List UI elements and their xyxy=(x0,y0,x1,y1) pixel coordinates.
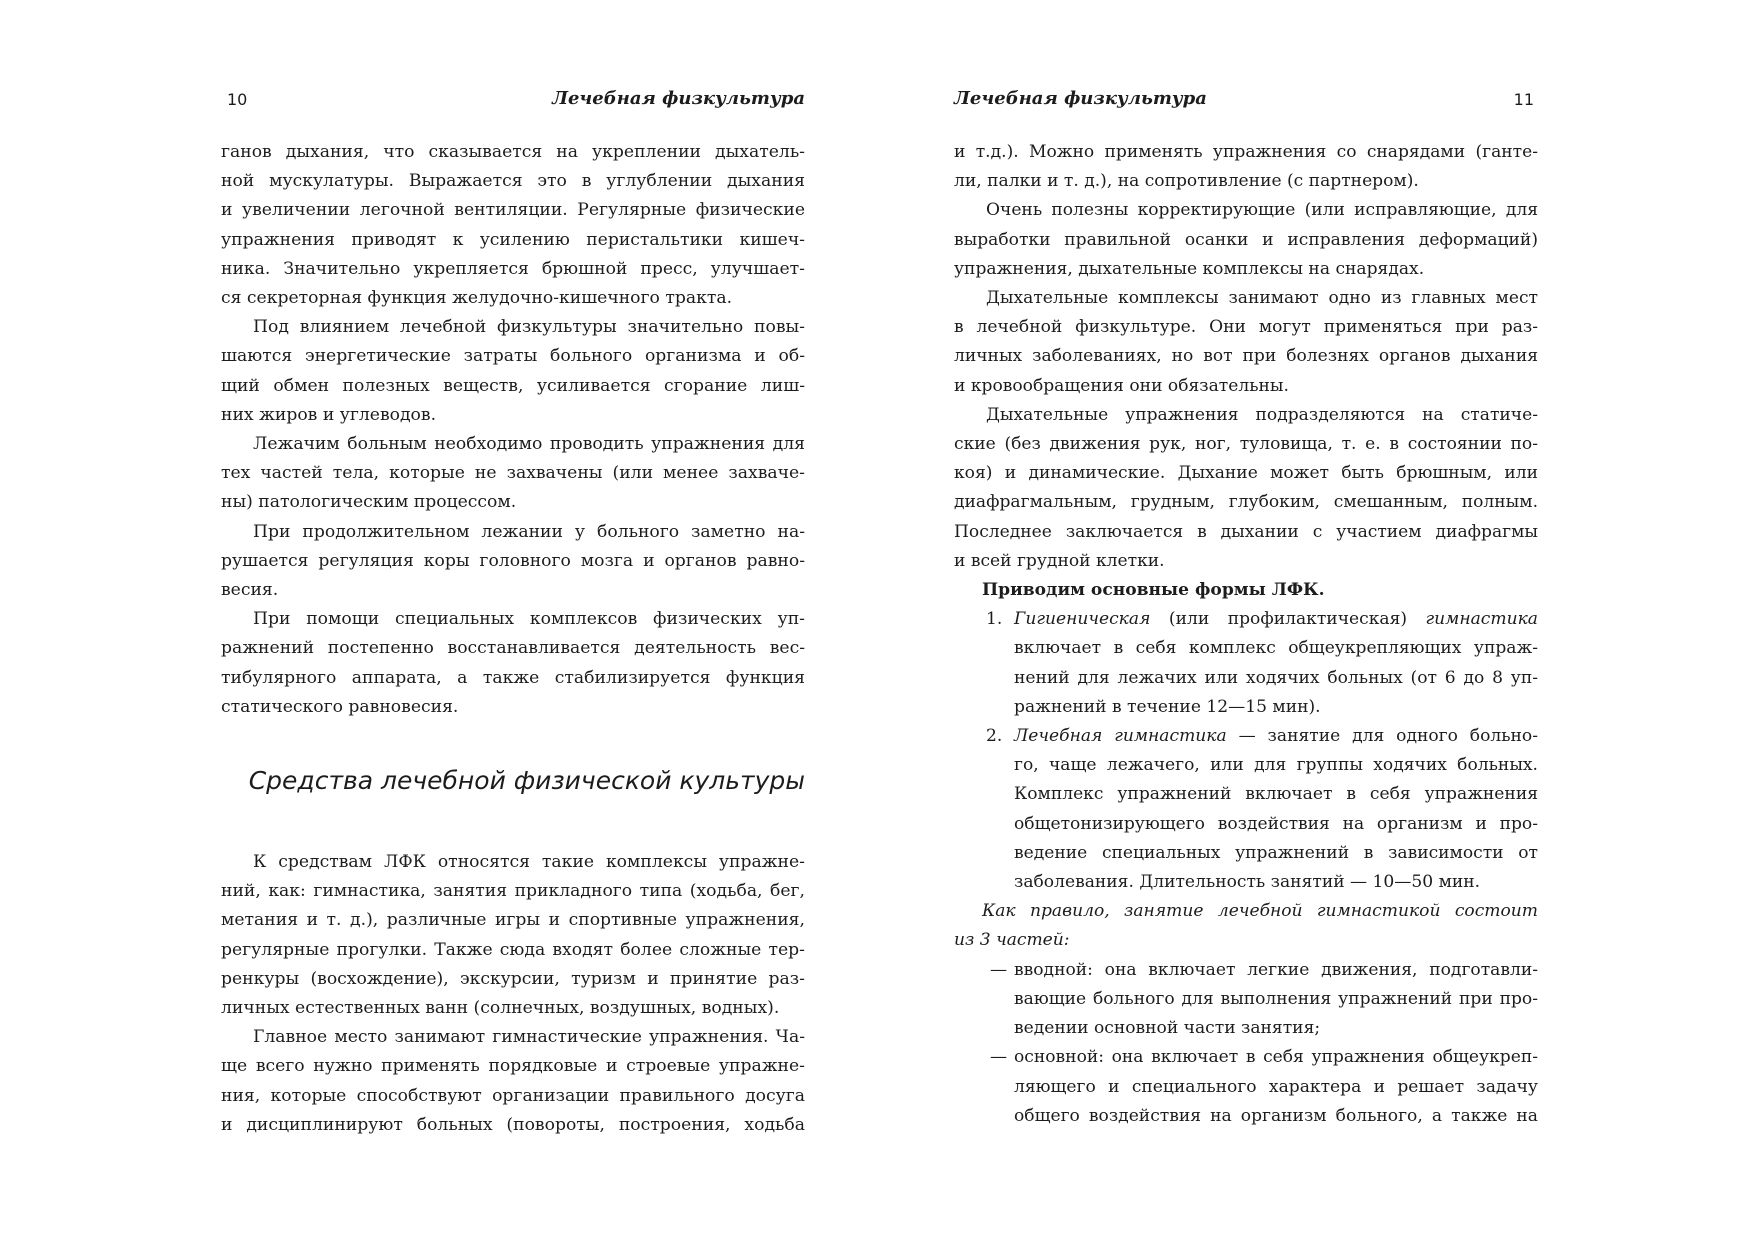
text-line: ражнений в течение 12—15 мин). xyxy=(1014,696,1321,717)
dash-marker: — xyxy=(990,1047,1008,1068)
text-line: Лежачим больным необходимо проводить упражнения для xyxy=(253,434,805,455)
text-line: личных естественных ванн (солнечных, воздушных, водных). xyxy=(221,998,780,1019)
text-line: ника. Значительно укрепляется брюшной пресс, улучшает- xyxy=(221,258,805,279)
right-page xyxy=(954,0,1538,1241)
text-line: заболевания. Длительность занятий — 10—50 мин. xyxy=(1014,872,1481,893)
dash-marker: — xyxy=(990,959,1008,980)
text-line: щий обмен полезных веществ, усиливается сгорание лиш- xyxy=(221,375,805,396)
left-running-head xyxy=(221,88,805,114)
list-item-1 xyxy=(954,605,1538,722)
dash-item-1 xyxy=(954,956,1538,1044)
left-paragraph-6 xyxy=(221,848,805,1023)
bold-lead-line: Приводим основные формы ЛФК. xyxy=(982,580,1325,601)
text-line: и кровообращения они обязательны. xyxy=(954,375,1289,396)
text-line: ренкуры (восхождение), экскурсии, туризм и принятие раз- xyxy=(221,968,805,989)
text-line: и увеличении легочной вентиляции. Регулярные физические xyxy=(221,200,805,221)
text-line: ще всего нужно применять порядковые и строевые упражне- xyxy=(221,1056,805,1077)
text-line: включает в себя комплекс общеукрепляющих упраж- xyxy=(1014,638,1538,659)
list-item-2 xyxy=(954,722,1538,897)
text-line: Как правило, занятие лечебной гимнастикой состоит xyxy=(982,901,1538,922)
text-line: ли, палки и т. д.), на сопротивление (с партнером). xyxy=(954,171,1419,192)
list-marker: 1. xyxy=(986,609,1003,630)
text-line: общего воздействия на организм больного, а также на xyxy=(1014,1105,1538,1126)
text-line: общетонизирующего воздействия на организм и про- xyxy=(1014,813,1538,834)
left-paragraph-5 xyxy=(221,605,805,722)
text-line: коя) и динамические. Дыхание может быть брюшным, или xyxy=(954,463,1538,484)
text-line: из 3 частей: xyxy=(954,930,1070,951)
text-line: Дыхательные упражнения подразделяются на статиче- xyxy=(986,404,1538,425)
text-line: го, чаще лежачего, или для группы ходячих больных. xyxy=(1014,755,1538,776)
italic-term: Лечебная гимнастика xyxy=(1014,726,1227,747)
text-line: тибулярного аппарата, а также стабилизируется функция xyxy=(221,667,805,688)
inline-text: — занятие для одного больно- xyxy=(1226,726,1538,747)
text-line: ведение специальных упражнений в зависимости от xyxy=(1014,842,1538,863)
left-running-head-title: Лечебная физкультура xyxy=(552,88,805,109)
text-line: статического равновесия. xyxy=(221,696,459,717)
dash-item-2 xyxy=(954,1043,1538,1131)
inline-text: (или профилактическая) xyxy=(1150,609,1426,630)
left-paragraph-7 xyxy=(221,1023,805,1140)
text-line: ражнений постепенно восстанавливается деятельность вес- xyxy=(221,638,805,659)
text-line: шаются энергетические затраты больного организма и об- xyxy=(221,346,805,367)
text-line: ния, которые способствуют организации правильного досуга xyxy=(221,1085,805,1106)
text-line: ся секреторная функция желудочно-кишечного тракта. xyxy=(221,288,733,309)
bold-lead-paragraph xyxy=(954,576,1538,605)
text-line: в лечебной физкультуре. Они могут применяться при раз- xyxy=(954,317,1538,338)
left-page xyxy=(221,0,805,1241)
list-marker: 2. xyxy=(986,726,1003,747)
text-line: нений для лежачих или ходячих больных (от 6 до 8 уп- xyxy=(1014,667,1538,688)
text-line: Очень полезны корректирующие (или исправляющие, для xyxy=(986,200,1538,221)
list-item-1-first-line xyxy=(1014,605,1538,634)
left-page-number: 10 xyxy=(227,90,248,109)
left-paragraph-1 xyxy=(221,138,805,313)
text-line: При продолжительном лежании у больного заметно на- xyxy=(253,521,805,542)
text-line: Последнее заключается в дыхании с участием диафрагмы xyxy=(954,521,1538,542)
text-line: ляющего и специального характера и решает задачу xyxy=(1014,1076,1538,1097)
text-line: Главное место занимают гимнастические упражнения. Ча- xyxy=(253,1027,805,1048)
text-line: выработки правильной осанки и исправления деформаций) xyxy=(954,229,1538,250)
text-line: упражнения, дыхательные комплексы на снарядах. xyxy=(954,258,1425,279)
right-running-head-title: Лечебная физкультура xyxy=(954,88,1207,109)
text-line: них жиров и углеводов. xyxy=(221,404,437,425)
text-line: и всей грудной клетки. xyxy=(954,550,1165,571)
text-line: Под влиянием лечебной физкультуры значительно повы- xyxy=(253,317,805,338)
text-line: регулярные прогулки. Также сюда входят более сложные тер- xyxy=(221,939,805,960)
text-line: ний, как: гимнастика, занятия прикладного типа (ходьба, бег, xyxy=(221,881,805,902)
text-line: К средствам ЛФК относятся такие комплексы упражне- xyxy=(253,852,805,873)
text-line: Дыхательные комплексы занимают одно из главных мест xyxy=(986,288,1538,309)
text-line: упражнения приводят к усилению перистальтики кишеч- xyxy=(221,229,805,250)
text-line: тех частей тела, которые не захвачены (или менее захваче- xyxy=(221,463,805,484)
text-line: рушается регуляция коры головного мозга и органов равно- xyxy=(221,550,805,571)
right-paragraph-2 xyxy=(954,196,1538,284)
text-line: ведении основной части занятия; xyxy=(1014,1018,1321,1039)
text-line: и дисциплинируют больных (повороты, построения, ходьба xyxy=(221,1114,805,1135)
list-item-2-first-line xyxy=(1014,722,1538,751)
text-line: и т.д.). Можно применять упражнения со снарядами (ганте- xyxy=(954,142,1538,162)
italic-term: гимнастика xyxy=(1425,609,1538,630)
text-line: ны) патологическим процессом. xyxy=(221,492,517,513)
left-paragraph-3 xyxy=(221,430,805,518)
right-paragraph-3 xyxy=(954,284,1538,401)
right-paragraph-4 xyxy=(954,401,1538,576)
left-paragraph-2 xyxy=(221,313,805,430)
text-line: Комплекс упражнений включает в себя упражнения xyxy=(1014,784,1538,805)
italic-term: Гигиеническая xyxy=(1014,609,1151,630)
left-page-body xyxy=(221,138,805,1140)
text-line: ной мускулатуры. Выражается это в углублении дыхания xyxy=(221,171,805,192)
text-line: При помощи специальных комплексов физических уп- xyxy=(253,609,805,630)
text-line: диафрагмальным, грудным, глубоким, смешанным, полным. xyxy=(954,492,1538,513)
text-line: ганов дыхания, что сказывается на укреплении дыхатель- xyxy=(221,142,805,162)
text-line: метания и т. д.), различные игры и спортивные упражнения, xyxy=(221,910,805,931)
italic-lead-paragraph xyxy=(954,897,1538,955)
right-page-number: 11 xyxy=(1513,90,1534,109)
right-page-body xyxy=(954,138,1538,1131)
text-line: вводной: она включает легкие движения, подготавли- xyxy=(1014,959,1538,980)
left-paragraph-4 xyxy=(221,518,805,606)
right-running-head xyxy=(954,88,1538,114)
text-line: ские (без движения рук, ног, туловища, т. е. в состоянии по- xyxy=(954,434,1538,455)
text-line: вающие больного для выполнения упражнений при про- xyxy=(1014,988,1538,1009)
text-line: основной: она включает в себя упражнения общеукреп- xyxy=(1014,1047,1538,1068)
section-heading: Средства лечебной физической культуры xyxy=(248,766,805,796)
text-line: личных заболеваниях, но вот при болезнях органов дыхания xyxy=(954,346,1538,367)
text-line: весия. xyxy=(221,580,279,601)
right-paragraph-1 xyxy=(954,138,1538,196)
